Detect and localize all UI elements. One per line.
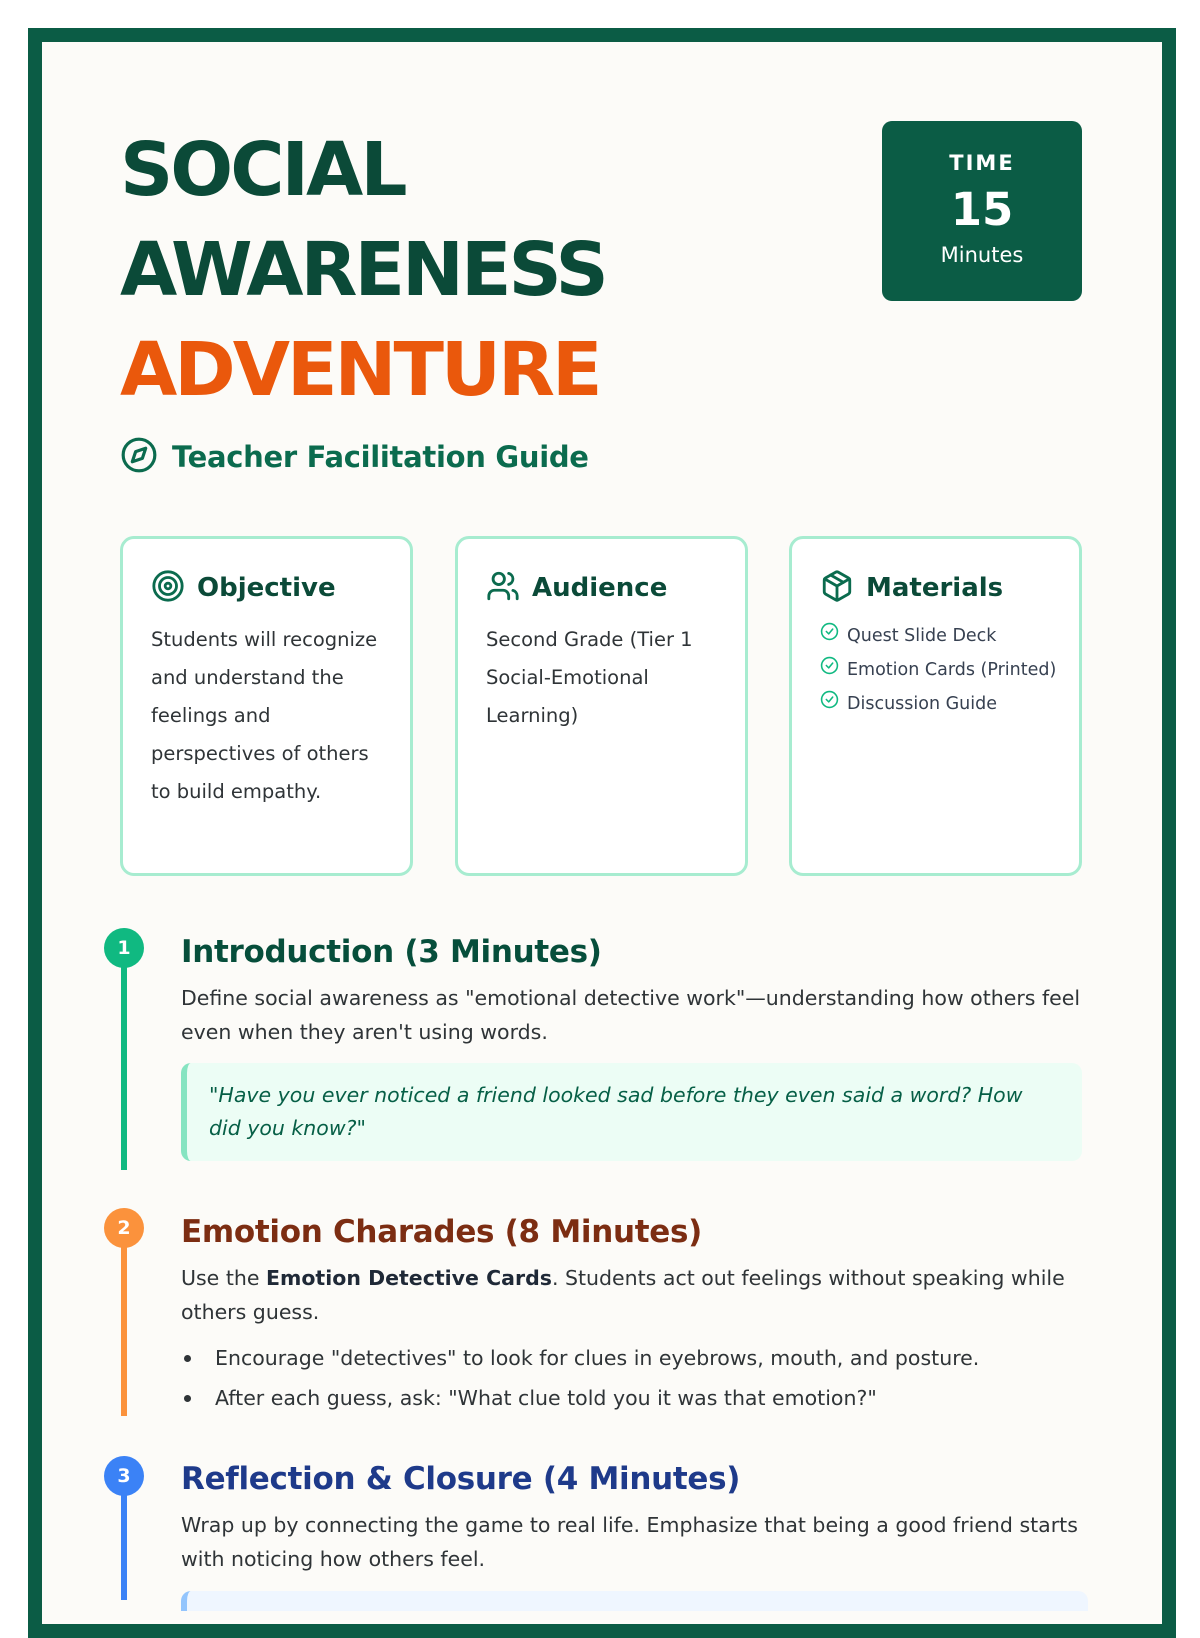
objective-title: Objective [197,573,336,603]
step-3-description: Wrap up by connecting the game to real life. Emphasize that being a good friend starts with noticing how others feel. [181,1513,1078,1571]
step-2-description [181,1261,1081,1329]
subtitle [120,436,589,478]
materials-title: Materials [866,573,1004,603]
title-line-awareness: AWARENESS [120,227,606,313]
bullet-item: After each guess, ask: "What clue told you it was that emotion?" [181,1378,1081,1418]
step-2-number: 2 [104,1208,144,1248]
materials-item-text: Discussion Guide [847,693,998,714]
check-circle-icon [820,622,839,650]
objective-text: Students will recognize and understand the feelings and perspectives of others to build empathy. [151,628,378,803]
materials-card [789,536,1082,876]
objective-card [120,536,413,876]
materials-card-header [820,569,1003,607]
step-2-title: Emotion Charades (8 Minutes) [181,1214,702,1250]
step-3-title: Reflection & Closure (4 Minutes) [181,1461,741,1497]
step-1-number: 1 [104,928,144,968]
audience-title: Audience [532,573,668,603]
materials-item [820,656,1065,684]
time-unit: Minutes [940,243,1024,267]
compass-icon [120,436,158,478]
step-1-title: Introduction (3 Minutes) [181,934,602,970]
step-2-description-start: Use the [181,1266,266,1290]
audience-text: Second Grade (Tier 1 Social-Emotional Learning) [486,628,693,727]
check-circle-icon [820,656,839,684]
step-1-description: Define social awareness as "emotional detective work"—understanding how others feel even when they aren't using words. [181,986,1081,1044]
audience-card-header [486,569,667,607]
materials-item-text: Quest Slide Deck [847,625,997,646]
step-2-line [121,1226,127,1416]
check-circle-icon [820,690,839,718]
package-icon [820,569,854,607]
materials-item-text: Emotion Cards (Printed) [847,659,1057,680]
time-box [882,121,1082,301]
subtitle-text: Teacher Facilitation Guide [172,440,589,474]
step-1-line [121,946,127,1170]
target-icon [151,569,185,607]
objective-card-header [151,569,336,607]
materials-item [820,690,1065,718]
step-3-quote-box [181,1591,1088,1611]
step-1-quote: "Have you ever noticed a friend looked sad before they even said a word? How did you know?" [181,1063,1082,1161]
step-2-description-end: . Students act out feelings without speaking while others guess. [181,1266,1065,1324]
step-2-bullets [181,1338,1081,1418]
time-value: 15 [950,183,1014,236]
time-label: TIME [949,151,1015,175]
materials-list [820,622,1065,724]
materials-item [820,622,1065,650]
bullet-item: Encourage "detectives" to look for clues in eyebrows, mouth, and posture. [181,1338,1081,1378]
title-line-adventure: ADVENTURE [120,327,600,413]
step-2-description-bold: Emotion Detective Cards [265,1266,552,1290]
title-line-social: SOCIAL [120,127,405,213]
users-icon [486,569,520,607]
audience-card [455,536,748,876]
step-3-number: 3 [104,1456,144,1496]
